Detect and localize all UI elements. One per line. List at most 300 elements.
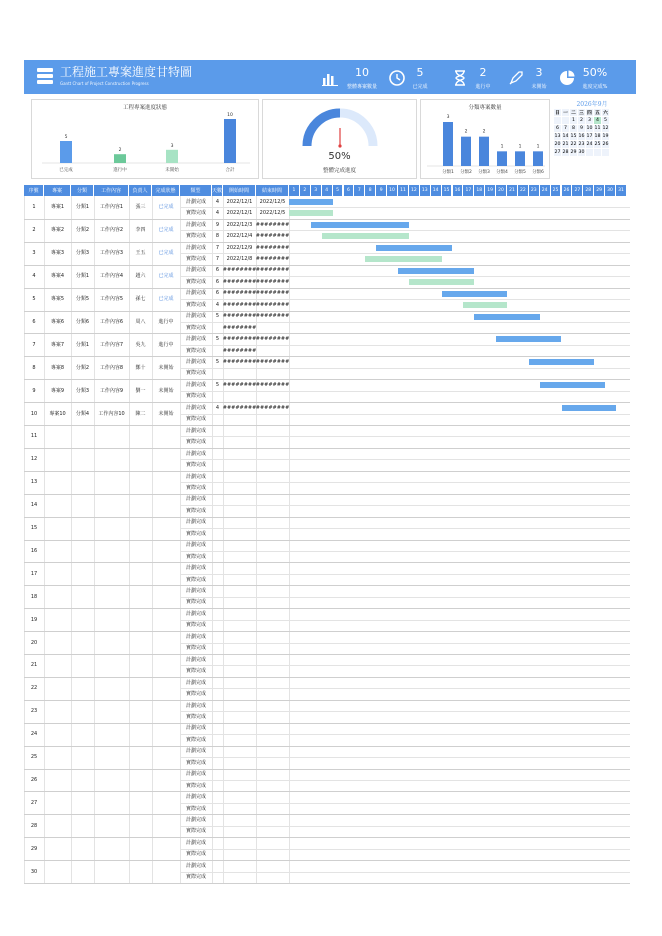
row-number-cell: 22 bbox=[30, 685, 38, 692]
task-cell bbox=[94, 677, 129, 700]
actual-days-cell bbox=[212, 826, 223, 837]
plan-type-cell: 計劃完成 bbox=[185, 404, 206, 411]
status-tick-label: 進行中 bbox=[113, 168, 127, 173]
calendar-day[interactable]: 20 bbox=[554, 142, 561, 147]
status-cell: 未開始 bbox=[158, 387, 174, 394]
row-number-cell: 11 bbox=[30, 433, 38, 440]
actual-gantt-bar[interactable] bbox=[409, 279, 474, 285]
category-cell bbox=[71, 585, 94, 608]
project-cell: 專案2 bbox=[50, 227, 65, 234]
calendar-day[interactable]: 3 bbox=[586, 117, 594, 125]
owner-cell bbox=[129, 517, 152, 540]
plan-days-cell: 7 bbox=[215, 244, 220, 251]
owner-cell bbox=[129, 540, 152, 563]
actual-end-cell bbox=[256, 711, 289, 722]
category-cell bbox=[71, 448, 94, 471]
task-cell bbox=[94, 791, 129, 814]
stat-value: 3 bbox=[535, 66, 543, 79]
plan-days-cell: 5 bbox=[215, 313, 220, 320]
calendar-day[interactable]: 4 bbox=[594, 117, 602, 125]
calendar-day[interactable]: 23 bbox=[578, 142, 585, 147]
calendar-weekday: 三 bbox=[579, 110, 584, 116]
actual-end-cell: ######## bbox=[255, 301, 290, 308]
plan-start-cell bbox=[223, 769, 256, 780]
plan-type-cell: 計劃完成 bbox=[185, 359, 206, 366]
plan-days-cell: 6 bbox=[215, 267, 220, 274]
calendar-day[interactable]: 11 bbox=[594, 126, 601, 131]
owner-cell bbox=[129, 448, 152, 471]
status-cell bbox=[152, 723, 180, 746]
category-cell bbox=[71, 631, 94, 654]
stat-done bbox=[389, 64, 439, 92]
project-cell bbox=[44, 448, 71, 471]
column-header: 工作內容 bbox=[94, 185, 129, 196]
project-cell bbox=[44, 654, 71, 677]
stat-completion bbox=[559, 64, 631, 92]
plan-days-cell: 4 bbox=[215, 198, 220, 205]
owner-cell bbox=[129, 746, 152, 769]
category-cell: 分類1 bbox=[75, 341, 90, 348]
row-number-cell: 27 bbox=[30, 799, 38, 806]
stat-label: 進行中 bbox=[475, 84, 491, 90]
plan-gantt-bar[interactable] bbox=[496, 336, 561, 342]
category-cell bbox=[71, 860, 94, 883]
day-header: 28 bbox=[583, 185, 594, 196]
category-cell bbox=[71, 723, 94, 746]
plan-gantt-bar[interactable] bbox=[529, 359, 594, 365]
stat-value: 10 bbox=[355, 66, 369, 79]
category-cell bbox=[71, 471, 94, 494]
grid-line bbox=[180, 803, 630, 804]
status-cell bbox=[152, 746, 180, 769]
plan-end-cell bbox=[256, 448, 289, 459]
project-cell bbox=[44, 585, 71, 608]
calendar-day[interactable]: 8 bbox=[570, 125, 578, 133]
project-cell bbox=[44, 769, 71, 792]
actual-gantt-bar[interactable] bbox=[365, 256, 441, 262]
project-cell: 專案4 bbox=[50, 273, 65, 280]
grid-line bbox=[180, 459, 630, 460]
actual-end-cell bbox=[256, 528, 289, 539]
day-header: 21 bbox=[507, 185, 518, 196]
plan-gantt-bar[interactable] bbox=[289, 199, 333, 205]
actual-days-cell bbox=[212, 482, 223, 493]
day-header: 13 bbox=[420, 185, 431, 196]
status-cell bbox=[152, 471, 180, 494]
row-number-cell: 20 bbox=[30, 639, 38, 646]
category-bar bbox=[515, 151, 525, 166]
day-header: 30 bbox=[605, 185, 616, 196]
calendar-day[interactable]: 7 bbox=[562, 125, 570, 133]
plan-type-cell: 計劃完成 bbox=[185, 427, 206, 434]
plan-start-cell bbox=[223, 494, 256, 505]
status-cell: 已完成 bbox=[158, 227, 174, 234]
project-cell: 專案9 bbox=[50, 387, 65, 394]
plan-start-cell bbox=[223, 562, 256, 573]
plan-type-cell: 計劃完成 bbox=[185, 588, 206, 595]
category-cell: 分類6 bbox=[75, 318, 90, 325]
actual-end-cell bbox=[256, 734, 289, 745]
plan-start-cell bbox=[223, 448, 256, 459]
grid-line bbox=[180, 872, 630, 873]
day-header: 1 bbox=[289, 185, 300, 196]
plan-gantt-bar[interactable] bbox=[474, 314, 539, 320]
owner-cell: 王五 bbox=[135, 250, 146, 257]
task-cell bbox=[94, 837, 129, 860]
plan-start-cell bbox=[223, 791, 256, 802]
owner-cell: 孫七 bbox=[135, 296, 146, 303]
task-cell bbox=[94, 860, 129, 883]
calendar-day[interactable]: 12 bbox=[602, 126, 609, 131]
calendar-day[interactable]: 10 bbox=[586, 126, 593, 131]
actual-days-cell bbox=[212, 597, 223, 608]
actual-end-cell bbox=[256, 459, 289, 470]
actual-days-cell: 7 bbox=[215, 255, 220, 262]
task-cell: 工作內容7 bbox=[99, 341, 124, 348]
owner-cell: 陳二 bbox=[135, 410, 146, 417]
category-data-label: 2 bbox=[482, 129, 486, 135]
plan-end-cell: ######## bbox=[255, 381, 290, 388]
grid-line bbox=[180, 849, 630, 850]
dashboard-panels bbox=[24, 94, 636, 180]
actual-type-cell: 實際完成 bbox=[185, 599, 206, 606]
plan-gantt-bar[interactable] bbox=[540, 382, 605, 388]
calendar-day[interactable]: 24 bbox=[586, 142, 593, 147]
owner-cell: 李四 bbox=[135, 227, 146, 234]
calendar-day[interactable]: 18 bbox=[594, 134, 601, 139]
plan-end-cell: ######## bbox=[255, 244, 290, 251]
category-tick-label: 分類6 bbox=[532, 170, 544, 175]
category-bar bbox=[533, 151, 543, 166]
plan-days-cell bbox=[212, 677, 223, 688]
plan-days-cell bbox=[212, 448, 223, 459]
owner-cell: 吳九 bbox=[135, 341, 146, 348]
day-header: 10 bbox=[387, 185, 398, 196]
plan-end-cell bbox=[256, 517, 289, 528]
calendar-day[interactable]: 6 bbox=[554, 125, 562, 133]
actual-start-cell bbox=[223, 505, 256, 516]
actual-days-cell bbox=[212, 345, 223, 356]
actual-start-cell bbox=[223, 734, 256, 745]
grid-line bbox=[180, 620, 630, 621]
owner-cell: 劉一 bbox=[135, 387, 146, 394]
stat-in-progress bbox=[452, 64, 502, 92]
task-cell bbox=[94, 562, 129, 585]
plan-end-cell bbox=[256, 562, 289, 573]
row-number-cell: 25 bbox=[30, 754, 38, 761]
plan-end-cell: ######## bbox=[255, 404, 290, 411]
grid-line bbox=[180, 207, 630, 208]
owner-cell bbox=[129, 494, 152, 517]
actual-gantt-bar[interactable] bbox=[322, 233, 409, 239]
row-number-cell: 10 bbox=[30, 410, 38, 417]
category-data-label: 2 bbox=[464, 129, 468, 135]
grid-line bbox=[180, 711, 630, 712]
project-cell bbox=[44, 791, 71, 814]
project-cell: 專案6 bbox=[50, 318, 65, 325]
project-cell bbox=[44, 562, 71, 585]
plan-type-cell: 計劃完成 bbox=[185, 473, 206, 480]
status-tick-label: 合計 bbox=[225, 168, 235, 173]
task-cell: 工作內容1 bbox=[99, 204, 124, 211]
status-tick-label: 已完成 bbox=[59, 168, 73, 173]
actual-end-cell bbox=[256, 826, 289, 837]
plan-start-cell bbox=[223, 517, 256, 528]
calendar-day[interactable]: 21 bbox=[562, 142, 569, 147]
plan-days-cell bbox=[212, 746, 223, 757]
task-cell bbox=[94, 723, 129, 746]
plan-type-cell: 計劃完成 bbox=[185, 565, 206, 572]
grid-line bbox=[180, 665, 630, 666]
plan-type-cell: 計劃完成 bbox=[185, 267, 206, 274]
row-number-cell: 29 bbox=[30, 845, 38, 852]
actual-type-cell: 實際完成 bbox=[185, 713, 206, 720]
actual-start-cell: ######## bbox=[222, 278, 257, 285]
actual-type-cell: 實際完成 bbox=[185, 851, 206, 858]
row-number-cell: 3 bbox=[32, 250, 36, 257]
task-cell bbox=[94, 814, 129, 837]
status-data-label: 2 bbox=[118, 148, 122, 154]
column-header: 專案 bbox=[44, 185, 71, 196]
plan-type-cell: 計劃完成 bbox=[185, 748, 206, 755]
actual-start-cell bbox=[223, 597, 256, 608]
plan-end-cell bbox=[256, 654, 289, 665]
task-cell: 工作內容2 bbox=[99, 227, 124, 234]
calendar-day bbox=[594, 149, 602, 157]
plan-start-cell bbox=[223, 425, 256, 436]
calendar-day[interactable]: 25 bbox=[594, 142, 601, 147]
calendar-day[interactable]: 9 bbox=[578, 125, 586, 133]
actual-start-cell bbox=[223, 459, 256, 470]
actual-type-cell: 實際完成 bbox=[185, 278, 206, 285]
day-header: 19 bbox=[485, 185, 496, 196]
plan-days-cell: 6 bbox=[215, 290, 220, 297]
day-header: 23 bbox=[529, 185, 540, 196]
plan-end-cell: 2022/12/5 bbox=[259, 198, 286, 205]
calendar-day[interactable]: 16 bbox=[578, 134, 585, 139]
category-cell bbox=[71, 791, 94, 814]
row-number-cell: 28 bbox=[30, 822, 38, 829]
task-cell: 工作內容8 bbox=[99, 364, 124, 371]
calendar-day[interactable]: 15 bbox=[570, 134, 577, 139]
actual-gantt-bar[interactable] bbox=[289, 210, 333, 216]
category-cell: 分類1 bbox=[75, 273, 90, 280]
row-number-cell: 13 bbox=[30, 479, 38, 486]
category-chart-title: 分類專案數量 bbox=[468, 105, 502, 111]
task-cell: 工作內容5 bbox=[99, 296, 124, 303]
owner-cell bbox=[129, 471, 152, 494]
grid-line bbox=[180, 345, 630, 346]
plan-type-cell: 計劃完成 bbox=[185, 771, 206, 778]
actual-end-cell bbox=[256, 436, 289, 447]
project-cell bbox=[44, 700, 71, 723]
grid-line bbox=[180, 253, 630, 254]
grid-line bbox=[180, 322, 630, 323]
actual-end-cell: 2022/12/5 bbox=[259, 210, 286, 217]
plan-type-cell: 計劃完成 bbox=[185, 817, 206, 824]
day-header: 22 bbox=[518, 185, 529, 196]
actual-end-cell bbox=[256, 322, 289, 333]
actual-type-cell: 實際完成 bbox=[185, 347, 206, 354]
grid-line bbox=[180, 482, 630, 483]
actual-start-cell: 2022/12/1 bbox=[226, 210, 253, 217]
actual-type-cell: 實際完成 bbox=[185, 370, 206, 377]
rocket-icon bbox=[508, 70, 524, 86]
actual-days-cell bbox=[212, 551, 223, 562]
actual-days-cell: 8 bbox=[215, 233, 220, 240]
grid-line bbox=[180, 688, 630, 689]
actual-type-cell: 實際完成 bbox=[185, 759, 206, 766]
category-cell: 分類4 bbox=[75, 410, 90, 417]
day-header: 11 bbox=[398, 185, 409, 196]
calendar-day bbox=[562, 117, 570, 125]
plan-start-cell bbox=[223, 608, 256, 619]
project-cell bbox=[44, 540, 71, 563]
grid-line bbox=[180, 276, 630, 277]
calendar-day[interactable]: 2 bbox=[578, 117, 586, 125]
grid-line bbox=[180, 551, 630, 552]
plan-end-cell bbox=[256, 471, 289, 482]
status-chart bbox=[32, 100, 258, 176]
owner-cell bbox=[129, 562, 152, 585]
column-header: 類型 bbox=[180, 185, 212, 196]
category-cell bbox=[71, 746, 94, 769]
plan-gantt-bar[interactable] bbox=[398, 268, 474, 274]
actual-type-cell: 實際完成 bbox=[185, 736, 206, 743]
day-header: 29 bbox=[594, 185, 605, 196]
plan-start-cell: ######## bbox=[222, 359, 257, 366]
task-cell bbox=[94, 746, 129, 769]
plan-days-cell bbox=[212, 585, 223, 596]
status-cell bbox=[152, 814, 180, 837]
row-number-cell: 26 bbox=[30, 776, 38, 783]
actual-type-cell: 實際完成 bbox=[185, 874, 206, 881]
plan-start-cell bbox=[223, 860, 256, 871]
category-cell bbox=[71, 677, 94, 700]
calendar-day[interactable]: 22 bbox=[570, 142, 577, 147]
calendar-day[interactable]: 29 bbox=[570, 150, 577, 155]
plan-end-cell: ######## bbox=[255, 267, 290, 274]
calendar-day[interactable]: 1 bbox=[570, 117, 578, 125]
plan-type-cell: 計劃完成 bbox=[185, 336, 206, 343]
owner-cell bbox=[129, 631, 152, 654]
calendar-day[interactable]: 19 bbox=[602, 134, 609, 139]
project-cell bbox=[44, 425, 71, 448]
day-header: 4 bbox=[322, 185, 333, 196]
category-cell bbox=[71, 654, 94, 677]
actual-end-cell bbox=[256, 414, 289, 425]
task-cell bbox=[94, 585, 129, 608]
actual-start-cell bbox=[223, 368, 256, 379]
grid-line bbox=[180, 299, 630, 300]
calendar-weekday: 日 bbox=[555, 110, 560, 116]
grid-line bbox=[180, 528, 630, 529]
plan-type-cell: 計劃完成 bbox=[185, 542, 206, 549]
category-cell bbox=[71, 517, 94, 540]
calendar-day[interactable]: 5 bbox=[602, 117, 610, 125]
calendar-day[interactable]: 13 bbox=[554, 134, 561, 139]
owner-cell bbox=[129, 700, 152, 723]
plan-type-cell: 計劃完成 bbox=[185, 610, 206, 617]
plan-start-cell bbox=[223, 677, 256, 688]
actual-start-cell bbox=[223, 757, 256, 768]
plan-end-cell bbox=[256, 677, 289, 688]
status-chart-title: 工程專案進度狀態 bbox=[122, 105, 167, 111]
actual-days-cell bbox=[212, 757, 223, 768]
category-cell: 分類2 bbox=[75, 364, 90, 371]
plan-type-cell: 計劃完成 bbox=[185, 496, 206, 503]
plan-days-cell bbox=[212, 814, 223, 825]
category-cell bbox=[71, 425, 94, 448]
task-cell: 工作內容10 bbox=[98, 410, 125, 417]
clock-icon bbox=[389, 70, 405, 86]
plan-type-cell: 計劃完成 bbox=[185, 244, 206, 251]
category-cell bbox=[71, 700, 94, 723]
plan-start-cell: ######## bbox=[222, 336, 257, 343]
actual-end-cell bbox=[256, 368, 289, 379]
grid-line bbox=[180, 414, 630, 415]
plan-gantt-bar[interactable] bbox=[562, 405, 617, 411]
calendar-day[interactable]: 26 bbox=[602, 142, 609, 147]
actual-start-cell bbox=[223, 391, 256, 402]
day-header: 12 bbox=[409, 185, 420, 196]
column-header: 分類 bbox=[71, 185, 94, 196]
calendar-day[interactable]: 30 bbox=[578, 150, 585, 155]
actual-days-cell bbox=[212, 322, 223, 333]
title-banner bbox=[24, 60, 636, 94]
actual-end-cell bbox=[256, 849, 289, 860]
grid-line bbox=[180, 436, 630, 437]
calendar-day[interactable]: 28 bbox=[562, 150, 569, 155]
owner-cell bbox=[129, 654, 152, 677]
plan-end-cell bbox=[256, 860, 289, 871]
actual-days-cell bbox=[212, 643, 223, 654]
calendar-day[interactable]: 27 bbox=[554, 150, 561, 155]
plan-gantt-bar[interactable] bbox=[442, 291, 507, 297]
actual-type-cell: 實際完成 bbox=[185, 233, 206, 240]
category-bar bbox=[479, 137, 489, 166]
plan-gantt-bar[interactable] bbox=[311, 222, 409, 228]
calendar-day[interactable]: 14 bbox=[562, 134, 569, 139]
day-header: 25 bbox=[551, 185, 562, 196]
calendar-day bbox=[554, 117, 562, 125]
actual-gantt-bar[interactable] bbox=[463, 302, 507, 308]
actual-end-cell bbox=[256, 482, 289, 493]
grid-line bbox=[24, 883, 630, 884]
stat-not-started bbox=[508, 64, 558, 92]
status-cell bbox=[152, 517, 180, 540]
stat-label: 整體專案數量 bbox=[346, 84, 377, 90]
plan-type-cell: 計劃完成 bbox=[185, 702, 206, 709]
task-cell bbox=[94, 700, 129, 723]
task-cell: 工作內容4 bbox=[99, 273, 124, 280]
owner-cell bbox=[129, 791, 152, 814]
plan-days-cell bbox=[212, 723, 223, 734]
actual-end-cell bbox=[256, 345, 289, 356]
calendar-day[interactable]: 17 bbox=[586, 134, 593, 139]
actual-days-cell bbox=[212, 803, 223, 814]
stat-total bbox=[322, 64, 384, 92]
task-cell bbox=[94, 769, 129, 792]
plan-gantt-bar[interactable] bbox=[376, 245, 452, 251]
project-cell bbox=[44, 631, 71, 654]
project-cell bbox=[44, 517, 71, 540]
actual-days-cell bbox=[212, 872, 223, 883]
day-header: 15 bbox=[442, 185, 453, 196]
project-cell bbox=[44, 723, 71, 746]
calendar-day bbox=[602, 149, 610, 157]
actual-type-cell: 實際完成 bbox=[185, 301, 206, 308]
